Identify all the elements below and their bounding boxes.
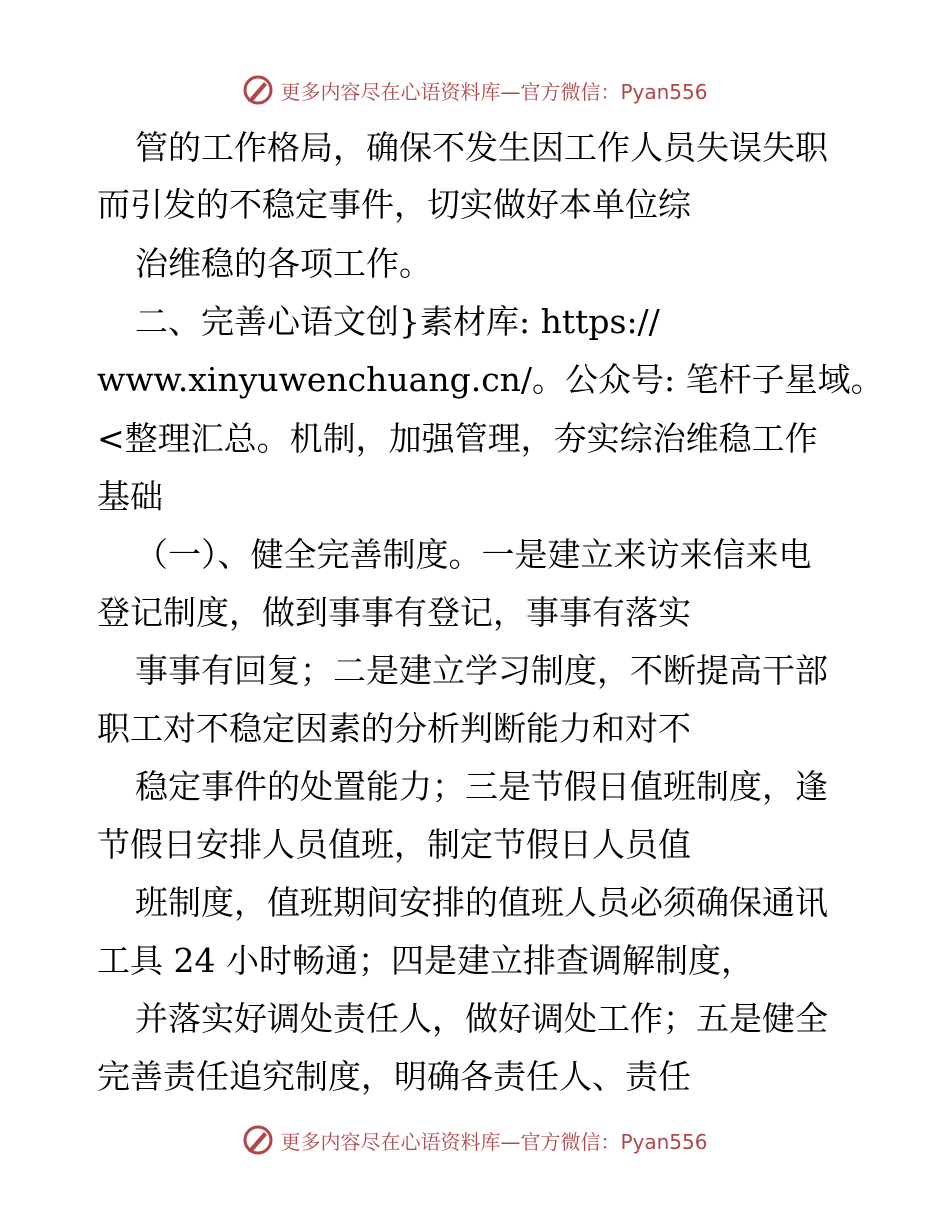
text-line: <整理汇总。机制，加强管理，夯实综治维稳工作 xyxy=(97,419,818,458)
text-line: 基础 xyxy=(97,477,163,516)
text-line: 节假日安排人员值班，制定节假日人员值 xyxy=(97,825,691,864)
text-line: 事事有回复；二是建立学习制度，不断提高干部 xyxy=(135,651,828,690)
text-line: 而引发的不稳定事件，切实做好本单位综 xyxy=(97,185,691,224)
text-line: 完善责任追究制度，明确各责任人、责任 xyxy=(97,1057,691,1096)
text-line: 二、完善心语文创}素材库: https:// xyxy=(135,302,660,341)
text-line: （一）、健全完善制度。一是建立来访来信来电 xyxy=(135,535,812,574)
text-line: 班制度，值班期间安排的值班人员必须确保通讯 xyxy=(135,883,828,922)
text-line: 工具 24 小时畅通；四是建立排查调解制度， xyxy=(97,941,754,980)
text-line: 并落实好调处责任人，做好调处工作；五是健全 xyxy=(135,999,828,1038)
banner-text: 更多内容尽在心语资料库—官方微信：Pyan556 xyxy=(280,79,708,104)
text-line: www.xinyuwenchuang.cn/。公众号: 笔杆子星域。 xyxy=(97,360,884,399)
header-banner xyxy=(0,70,950,110)
footer-banner xyxy=(0,1120,950,1160)
banner-text: 更多内容尽在心语资料库—官方微信：Pyan556 xyxy=(280,1129,708,1154)
text-line: 职工对不稳定因素的分析判断能力和对不 xyxy=(97,709,691,748)
pen-logo-icon xyxy=(242,74,274,106)
text-line: 管的工作格局，确保不发生因工作人员失误失职 xyxy=(135,128,828,167)
pen-logo-icon xyxy=(242,1124,274,1156)
text-line: 登记制度，做到事事有登记，事事有落实 xyxy=(97,593,691,632)
text-line: 稳定事件的处置能力；三是节假日值班制度，逢 xyxy=(135,767,828,806)
text-line: 治维稳的各项工作。 xyxy=(135,244,432,283)
